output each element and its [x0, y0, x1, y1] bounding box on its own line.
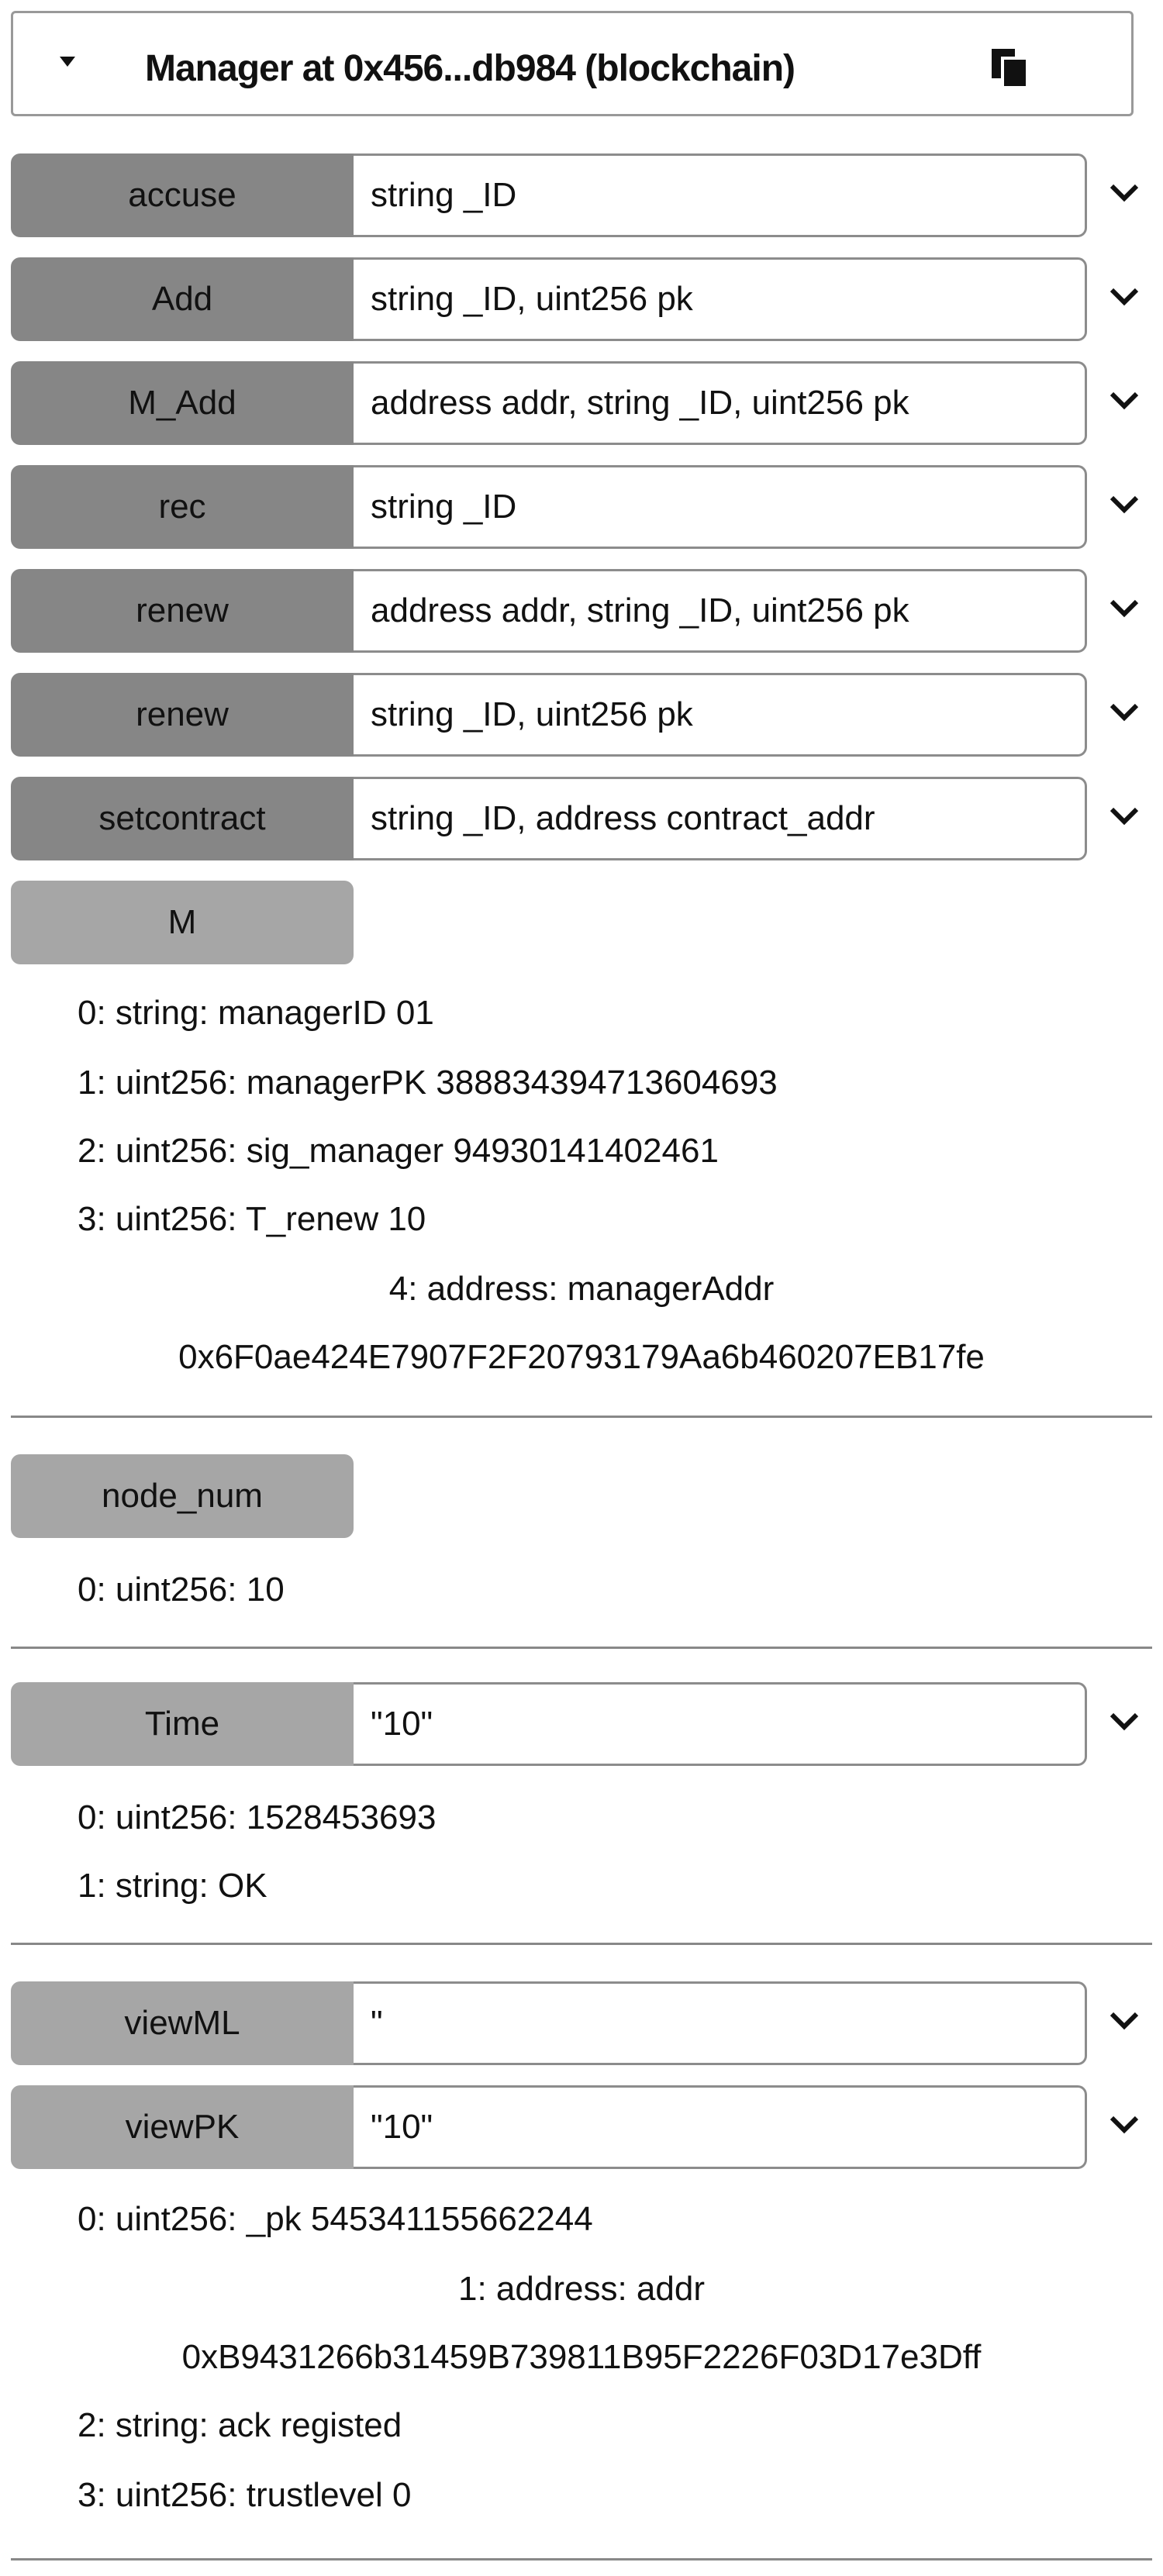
rec-button[interactable]: rec — [11, 465, 354, 549]
viewpk-output-3: 3: uint256: trustlevel 0 — [78, 2476, 412, 2514]
node-num-call-button[interactable]: node_num — [11, 1454, 354, 1538]
add-button[interactable]: Add — [11, 257, 354, 341]
chevron-down-icon[interactable] — [1109, 493, 1140, 516]
renew-addr-button[interactable]: renew — [11, 569, 354, 653]
function-row-renew-addr — [11, 569, 1163, 653]
m-call-button[interactable]: M — [11, 881, 354, 964]
chevron-down-icon[interactable] — [1109, 701, 1140, 724]
m-output-4-value: 0x6F0ae424E7907F2F20793179Aa6b460207EB17fe — [178, 1338, 985, 1376]
setcontract-button[interactable]: setcontract — [11, 777, 354, 860]
renew-button[interactable]: renew — [11, 673, 354, 757]
m-output-3: 3: uint256: T_renew 10 — [78, 1200, 426, 1238]
renew-addr-params-input[interactable]: address addr, string _ID, uint256 pk — [354, 569, 1087, 653]
viewpk-output-2: 2: string: ack registed — [78, 2406, 402, 2444]
function-row-m — [11, 881, 1163, 964]
contract-title: Manager at 0x456...db984 (blockchain) — [145, 48, 795, 89]
copy-icon[interactable] — [989, 46, 1032, 89]
function-row-setcontract — [11, 777, 1163, 860]
viewpk-input[interactable]: "10" — [354, 2085, 1087, 2169]
m-add-button[interactable]: M_Add — [11, 361, 354, 445]
chevron-down-icon[interactable] — [1109, 2113, 1140, 2136]
time-output-0: 0: uint256: 1528453693 — [78, 1798, 437, 1836]
function-row-node-num — [11, 1454, 1163, 1538]
chevron-down-icon[interactable] — [1109, 285, 1140, 309]
chevron-down-icon[interactable] — [1109, 2009, 1140, 2033]
caret-down-icon[interactable] — [60, 57, 75, 67]
viewpk-call-button[interactable]: viewPK — [11, 2085, 354, 2169]
renew-params-input[interactable]: string _ID, uint256 pk — [354, 673, 1087, 757]
chevron-down-icon[interactable] — [1109, 181, 1140, 205]
contract-header[interactable] — [11, 11, 1134, 116]
function-row-viewml — [11, 1981, 1163, 2065]
setcontract-params-input[interactable]: string _ID, address contract_addr — [354, 777, 1087, 860]
m-output-2: 2: uint256: sig_manager 94930141402461 — [78, 1132, 719, 1170]
function-row-time — [11, 1682, 1163, 1766]
m-output-0: 0: string: managerID 01 — [78, 994, 434, 1032]
m-add-params-input[interactable]: address addr, string _ID, uint256 pk — [354, 361, 1087, 445]
divider — [11, 1416, 1152, 1418]
chevron-down-icon[interactable] — [1109, 1710, 1140, 1733]
viewml-call-button[interactable]: viewML — [11, 1981, 354, 2065]
node-num-output-0: 0: uint256: 10 — [78, 1571, 285, 1609]
viewpk-output-1: 1: address: addr — [458, 2270, 705, 2308]
chevron-down-icon[interactable] — [1109, 805, 1140, 828]
function-row-rec — [11, 465, 1163, 549]
function-row-renew — [11, 673, 1163, 757]
divider — [11, 1647, 1152, 1649]
chevron-down-icon[interactable] — [1109, 389, 1140, 412]
divider — [11, 2558, 1152, 2560]
function-row-add — [11, 257, 1163, 341]
accuse-params-input[interactable]: string _ID — [354, 153, 1087, 237]
m-output-4: 4: address: managerAddr — [388, 1270, 775, 1308]
viewpk-output-1-value: 0xB9431266b31459B739811B95F2226F03D17e3Dff — [181, 2338, 982, 2376]
chevron-down-icon[interactable] — [1109, 597, 1140, 620]
function-row-viewpk — [11, 2085, 1163, 2169]
add-params-input[interactable]: string _ID, uint256 pk — [354, 257, 1087, 341]
function-row-accuse — [11, 153, 1163, 237]
rec-params-input[interactable]: string _ID — [354, 465, 1087, 549]
viewpk-output-0: 0: uint256: _pk 545341155662244 — [78, 2200, 593, 2238]
function-row-m-add — [11, 361, 1163, 445]
time-output-1: 1: string: OK — [78, 1867, 267, 1905]
time-call-button[interactable]: Time — [11, 1682, 354, 1766]
divider — [11, 1943, 1152, 1945]
accuse-button[interactable]: accuse — [11, 153, 354, 237]
viewml-input[interactable]: " — [354, 1981, 1087, 2065]
m-output-1: 1: uint256: managerPK 388834394713604693 — [78, 1064, 778, 1102]
time-input[interactable]: "10" — [354, 1682, 1087, 1766]
